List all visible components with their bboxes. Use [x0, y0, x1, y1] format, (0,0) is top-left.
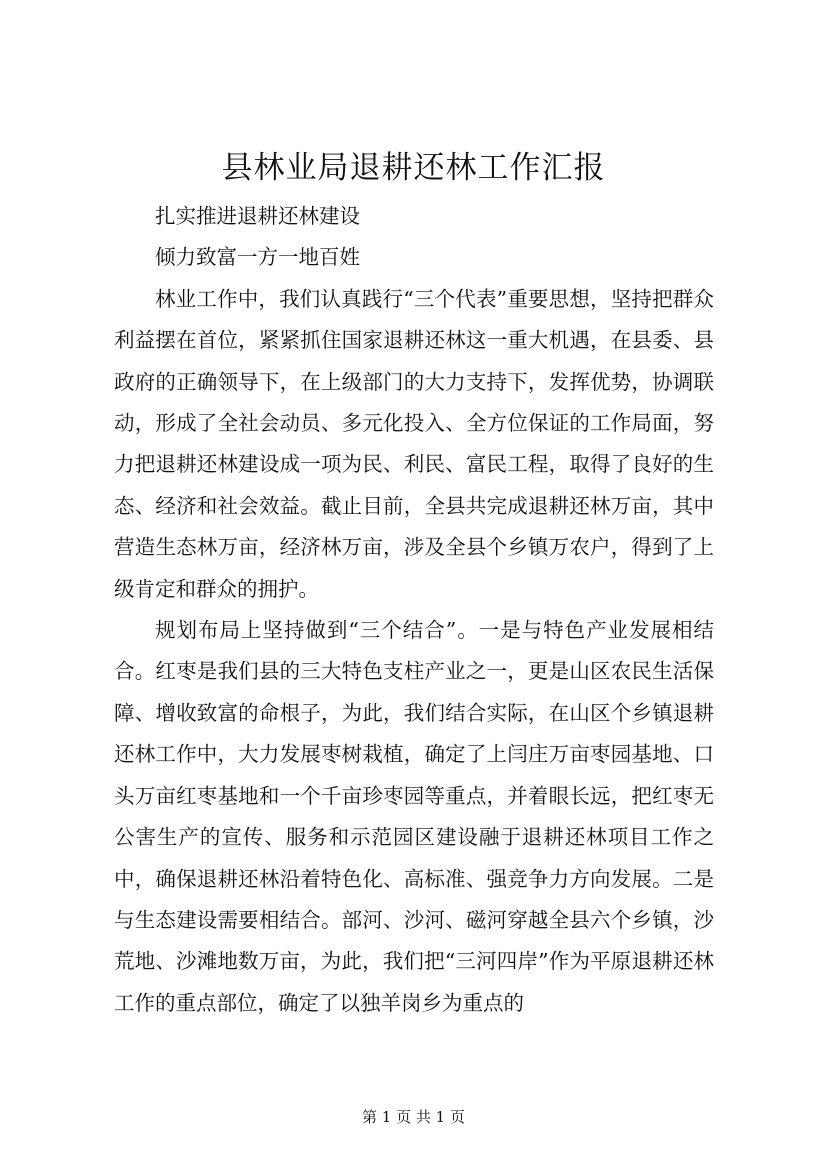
- paragraph-1: 林业工作中，我们认真践行“三个代表”重要思想，坚持把群众利益摆在首位，紧紧抓住国家退耕还林这一重大机遇，在县委、县政府的正确领导下，在上级部门的大力支持下，发挥优势，协调联动，形成了全社会动员、多元化投入、全方位保证的工作局面，努力把退耕还林建设成一项为民、利民、富民工程，取得了良好的生态、经济和社会效益。截止目前，全县共完成退耕还林万亩，其中营造生态林万亩，经济林万亩，涉及全县个乡镇万农户，得到了上级肯定和群众的拥护。: [114, 286, 714, 601]
- subtitle-1: 扎实推进退耕还林建设: [155, 204, 360, 228]
- document-body: [114, 196, 714, 1024]
- document-title: 县林业局退耕还林工作汇报: [221, 150, 606, 186]
- paragraph-2: 规划布局上坚持做到“三个结合”。一是与特色产业发展相结合。红枣是我们县的三大特色支柱产业之一，更是山区农民生活保障、增收致富的命根子，为此，我们结合实际，在山区个乡镇退耕还林工作中，大力发展枣树栽植，确定了上闫庄万亩枣园基地、口头万亩红枣基地和一个千亩珍枣园等重点，并着眼长远，把红枣无公害生产的宣传、服务和示范园区建设融于退耕还林项目工作之中，确保退耕还林沿着特色化、高标准、强竞争力方向发展。二是与生态建设需要相结合。部河、沙河、磁河穿越全县六个乡镇，沙荒地、沙滩地数万亩，为此，我们把“三河四岸”作为平原退耕还林工作的重点部位，确定了以独羊岗乡为重点的: [114, 618, 714, 1015]
- page-footer: 第 1 页 共 1 页: [362, 1108, 465, 1126]
- subtitle-2: 倾力致富一方一地百姓: [155, 245, 360, 270]
